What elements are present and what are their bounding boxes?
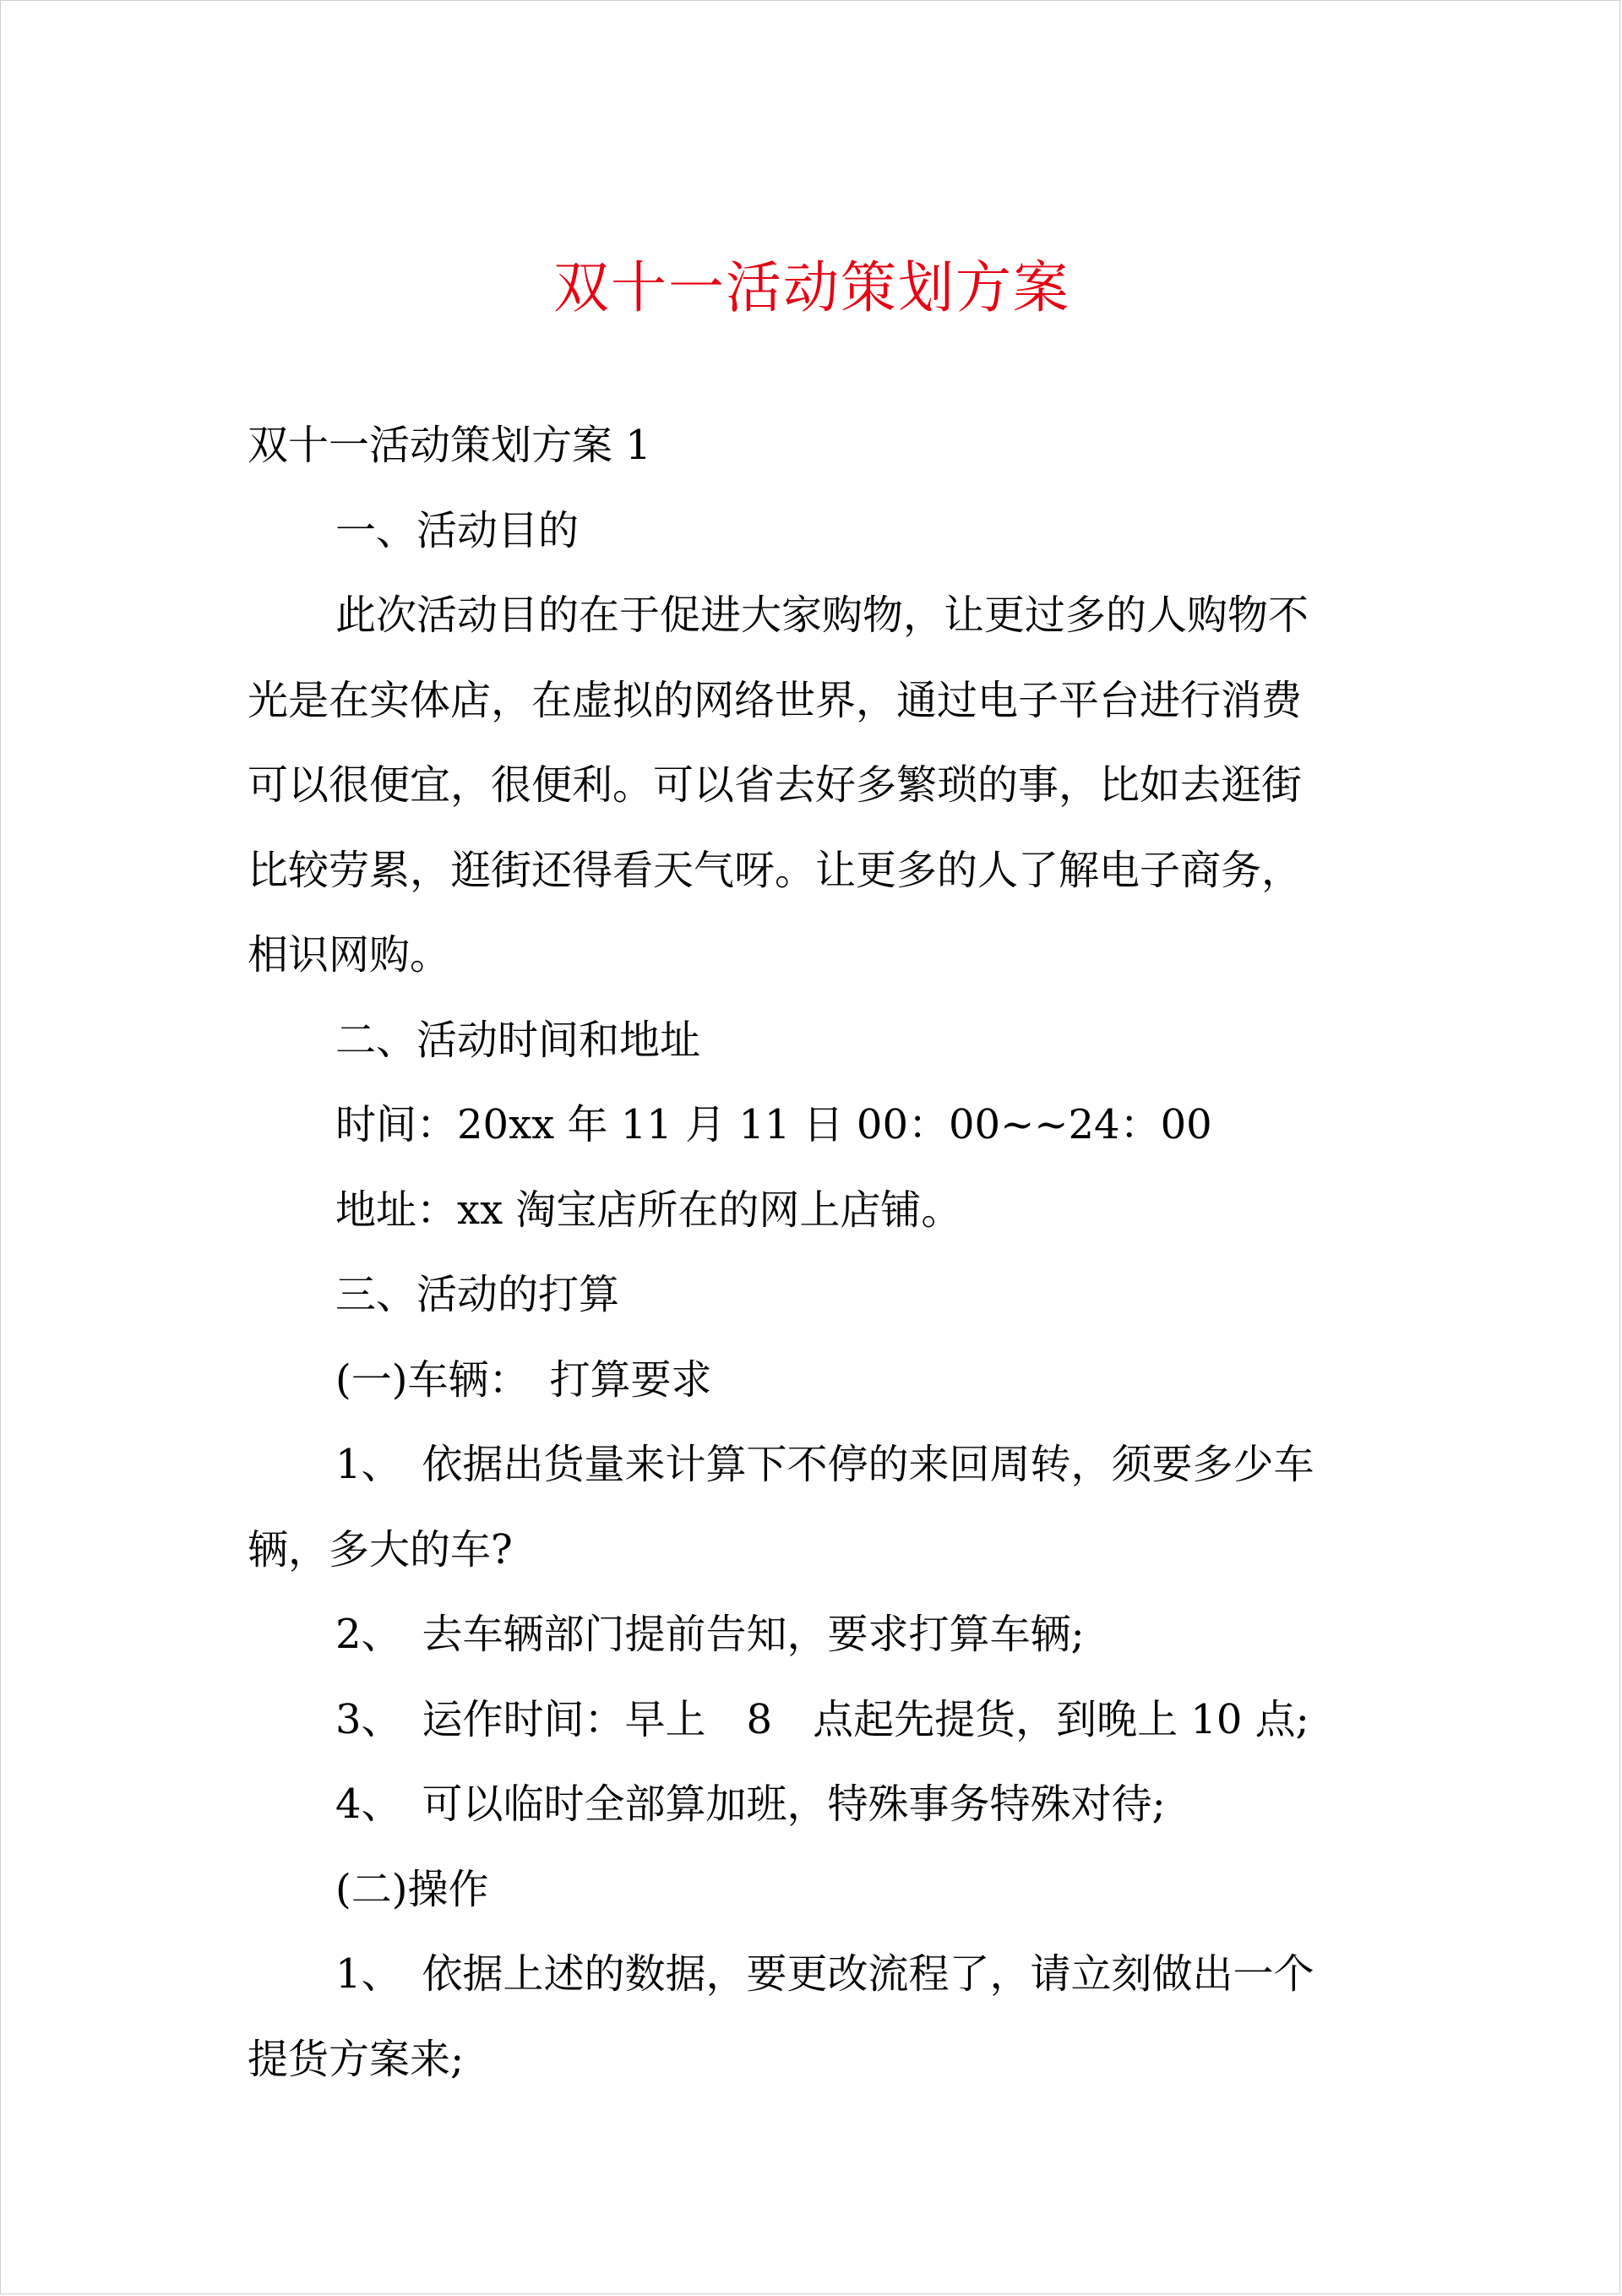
text-line: 一、活动目的 [335, 506, 580, 554]
text-line: 光是在实体店，在虚拟的网络世界，通过电子平台进行消费 [248, 676, 1303, 724]
text-line: 地址：xx 淘宝店所在的网上店铺。 [335, 1186, 962, 1234]
text-line: 时间：20xx 年 11 月 11 日 00：00~~24：00 [335, 1101, 1212, 1148]
document-title: 双十一活动策划方案 [553, 255, 1070, 320]
text-line: 比较劳累，逛街还得看天气呀。让更多的人了解电子商务， [248, 846, 1303, 894]
text-line: 3、 运作时间：早上 8 点起先提货，到晚上 10 点; [335, 1695, 1309, 1743]
text-line: 提货方案来; [248, 2035, 465, 2083]
text-line: 此次活动目的在于促进大家购物，让更过多的人购物不 [335, 592, 1309, 639]
text-line: (一)车辆： 打算要求 [335, 1355, 712, 1404]
text-line: 相识网购。 [248, 931, 451, 979]
text-line: 4、 可以临时全部算加班，特殊事务特殊对待; [335, 1781, 1166, 1828]
document-body [248, 403, 1380, 2102]
text-line: 三、活动的打算 [335, 1271, 620, 1318]
text-line: 1、 依据出货量来计算下不停的来回周转，须要多少车 [335, 1441, 1314, 1488]
text-line: 可以很便宜，很便利。可以省去好多繁琐的事，比如去逛街 [248, 761, 1303, 809]
text-line: 辆，多大的车? [248, 1525, 513, 1573]
text-line: 2、 去车辆部门提前告知，要求打算车辆; [335, 1611, 1085, 1658]
text-line: 二、活动时间和地址 [335, 1016, 701, 1064]
text-line: 1、 依据上述的数据，要更改流程了，请立刻做出一个 [335, 1950, 1314, 1998]
text-line: 双十一活动策划方案 1 [248, 422, 651, 469]
text-line: (二)操作 [335, 1865, 489, 1913]
